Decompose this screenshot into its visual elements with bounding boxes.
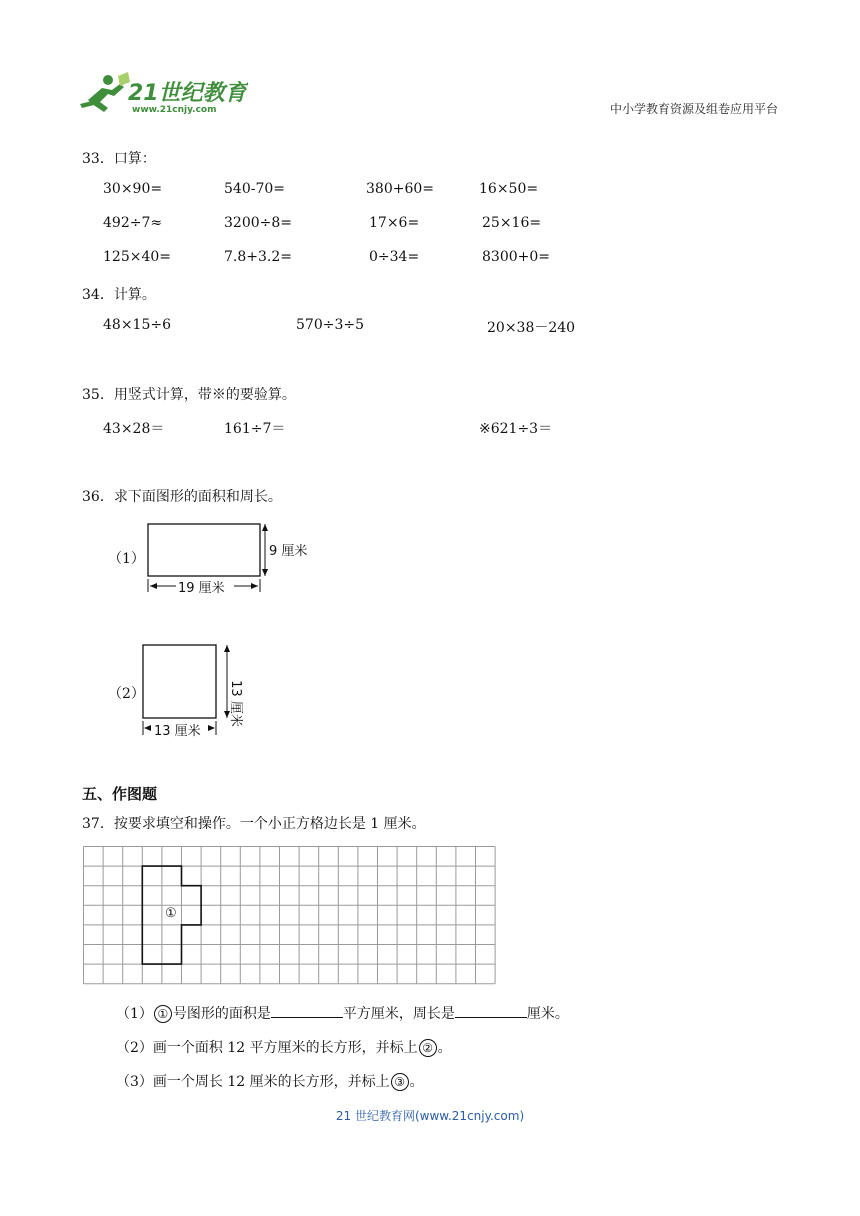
sub1-prefix: （1） <box>116 1006 153 1022</box>
logo-url: www.21cnjy.com <box>132 105 217 115</box>
q37-title: 37．按要求填空和操作。一个小正方格边长是 1 厘米。 <box>82 816 426 832</box>
circle-1-marker: ① <box>154 1005 172 1023</box>
site-logo <box>78 70 248 118</box>
logo-text: 21世纪教育 <box>128 81 247 106</box>
q33-item: 3200÷8= <box>224 215 292 231</box>
sub3-end: 。 <box>409 1074 424 1090</box>
footer-text: 21 世纪教育网(www.21cnjy.com) <box>335 1109 525 1123</box>
grid-paper <box>83 846 499 990</box>
q33-item: 125×40= <box>103 249 171 265</box>
q34-item: 570÷3÷5 <box>296 317 364 333</box>
circle-2-marker: ② <box>419 1039 437 1057</box>
q35-item: 161÷7＝ <box>224 421 286 437</box>
figure1-rectangle <box>140 518 340 602</box>
q34-item: 20×38－240 <box>487 320 576 336</box>
platform-text: 中小学教育资源及组卷应用平台 <box>609 102 778 116</box>
q33-item: 7.8+3.2= <box>224 249 292 265</box>
q33-item: 8300+0= <box>482 249 550 265</box>
sub2-prefix: （2）画一个面积 12 平方厘米的长方形，并标上 <box>116 1040 418 1056</box>
q35-item: ※621÷3＝ <box>479 421 553 437</box>
perimeter-answer-blank[interactable] <box>455 1005 527 1018</box>
sub2-end: 。 <box>437 1040 452 1056</box>
figure2-height-label: 13 厘米 <box>227 680 243 727</box>
q34-item: 48×15÷6 <box>103 317 171 333</box>
sub1-text-c: 厘米。 <box>526 1006 569 1022</box>
figure2-width-label: 13 厘米 <box>152 720 203 739</box>
figure2-label: （2） <box>108 686 145 702</box>
runner-icon <box>80 72 130 112</box>
q33-item: 16×50= <box>479 181 539 197</box>
q33-item: 380+60= <box>366 181 434 197</box>
q33-title: 33．口算： <box>82 151 156 167</box>
circle-3-marker: ③ <box>391 1073 409 1091</box>
sub1-text-a: 号图形的面积是 <box>172 1006 271 1022</box>
q33-item: 540-70= <box>224 181 285 197</box>
q33-item: 17×6= <box>369 215 420 231</box>
q37-sub3 <box>116 1071 424 1091</box>
q34-title: 34．计算。 <box>82 287 156 303</box>
sub1-text-b: 平方厘米，周长是 <box>342 1006 455 1022</box>
figure1-width-label: 19 厘米 <box>178 581 225 596</box>
q33-item: 25×16= <box>482 215 542 231</box>
q36-title: 36．求下面图形的面积和周长。 <box>82 489 282 505</box>
q33-item: 30×90= <box>103 181 163 197</box>
q33-item: 492÷7≈ <box>103 215 163 231</box>
sub3-prefix: （3）画一个周长 12 厘米的长方形，并标上 <box>116 1074 390 1090</box>
shape-1-label: ① <box>165 906 177 921</box>
figure1-label: （1） <box>108 551 145 567</box>
q37-sub1 <box>116 1003 569 1023</box>
section-title: 五、作图题 <box>82 785 158 803</box>
q33-item: 0÷34= <box>369 249 420 265</box>
q35-title: 35．用竖式计算，带※的要验算。 <box>82 387 296 403</box>
q37-sub2 <box>116 1037 452 1057</box>
figure1-height-label: 9 厘米 <box>269 544 308 559</box>
q35-item: 43×28＝ <box>103 421 165 437</box>
area-answer-blank[interactable] <box>271 1005 343 1018</box>
